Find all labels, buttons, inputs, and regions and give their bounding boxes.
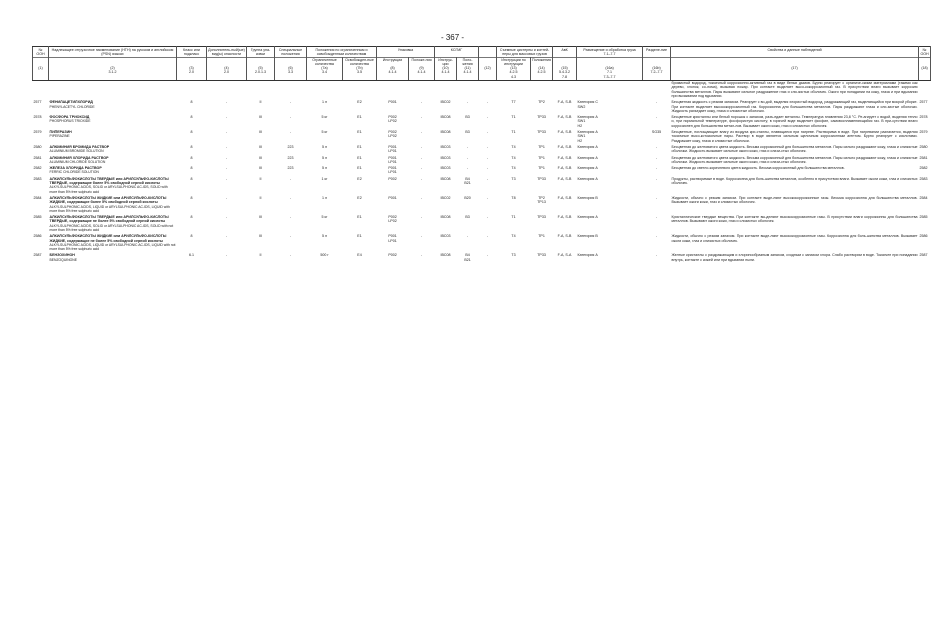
special-provisions-cell: - <box>289 176 292 181</box>
subsidiary-risk-cell: - <box>225 176 228 181</box>
name-russian: АЛЮМИНИЯ ХЛОРИДА РАСТВОР <box>49 155 109 160</box>
column-number: (17) <box>671 66 919 80</box>
header-tank-provisions: Положения <box>531 57 553 66</box>
properties-cell: Бесцветные кристаллы или белый порошок с запахом, разъ-едает металлы. Температура плавления 23,8 °C. Ре-агирует с водой, выделяя тепло и, при нормальной температуре, фосфористую кислоту; в горячей воде выделяет фосфин, самовоспламеняющийся газ. В при-сутствии влаги коррозионен для большинства метал-лов. Вызывает ожоги кожи, глаз и слизистых оболочек. <box>671 115 918 128</box>
properties-cell: Бесцветные, поглощающие влагу из воздуха кри-сталлы, плавящиеся при нагреве. Растворима в воде. При нагревании разлагается, выделяя токсичные высо-котоксичные пары. Раствор в воде является сильным щелочным коррозионным агентом. Бурно реагирует с кислотами. Раздражает кожу, глаза и слизистые оболочки. <box>671 130 918 143</box>
limited-quantity-cell: 5 л <box>321 144 328 149</box>
name-english: ALKYLSULPHONIC ACIDS, SOLID or ARYLSULPHONIC AC-IDS, SOLID with not more than 5% free sulphuric acid <box>49 223 174 232</box>
excepted-quantity-cell: E1 <box>357 155 362 160</box>
column-12-cell: - <box>486 115 489 120</box>
stowage-cell: Категория A <box>577 155 598 160</box>
limited-quantity-cell: 5 кг <box>321 115 328 120</box>
proper-shipping-name-cell <box>49 177 177 194</box>
table-row <box>33 196 931 213</box>
tank-instruction-cell: T4 <box>511 166 516 171</box>
ibc-provision-cell: B4 B21 <box>464 253 471 262</box>
properties-cell: Бесцветная до желтоватого цвета жидкость. Весьма коррозионный для большинства металлов. Пары сильно раздражают кожу, глаза и слизистые оболочки. Жидкость вызывает сильные ожоги кожи, глаз и слизи-стых оболочек. <box>671 155 918 164</box>
header-properties: Свойства и данные наблюдений <box>671 47 919 58</box>
name-russian: АЛЮМИНИЯ БРОМИДА РАСТВОР <box>49 144 110 149</box>
class-cell: 8 <box>190 130 193 135</box>
un-number-cell: 2578 <box>33 115 42 120</box>
packing-group-cell: III <box>259 215 262 220</box>
special-provisions-cell: - <box>289 215 292 220</box>
table-row <box>33 115 931 128</box>
ems-cell: F-A, S-B <box>557 144 572 149</box>
ibc-instruction-cell: IBC02 <box>440 100 451 105</box>
column-number: (12) <box>479 66 497 80</box>
stowage-cell: Категория A SW1 H2 <box>577 115 598 128</box>
proper-shipping-name-cell <box>49 166 177 175</box>
packing-group-cell: III <box>259 144 262 149</box>
un-number-right-cell: 2583 <box>919 176 928 181</box>
segregation-cell: - <box>655 100 658 105</box>
limited-quantity-cell: 5 л <box>321 155 328 160</box>
un-number-cell: 2584 <box>33 195 42 200</box>
ems-cell: F-A, S-B <box>557 130 572 135</box>
name-english: PIPERAZINE <box>49 134 70 139</box>
tank-provision-cell: TP2 <box>538 100 545 105</box>
header-packing-instructions: Инструкции <box>377 57 409 66</box>
column-number: (15) 5.4.3.2 7.8 <box>553 66 577 80</box>
ibc-provision-cell: B3 <box>465 115 470 120</box>
properties-cell: Желтые кристаллы с раздражающим и хлоринообразным запахом, сходным с запахом хлора. Слабо растворим в воде. Токсичен при попадании внутрь, контакте с кожей или при вдыхании пыли. <box>671 253 918 262</box>
packing-group-cell: II <box>259 176 262 181</box>
ems-cell: F-A, S-B <box>557 234 572 239</box>
subsidiary-risk-cell: - <box>225 195 228 200</box>
name-english: BENZOQUINONE <box>49 257 78 262</box>
ibc-provision-cell: B3 <box>465 215 470 220</box>
subsidiary-risk-cell: - <box>225 253 228 258</box>
packing-instruction-cell: P001 LP01 <box>388 155 397 164</box>
packing-provision-cell: - <box>420 100 423 105</box>
segregation-cell: - <box>655 176 658 181</box>
class-cell: 8 <box>190 155 193 160</box>
un-number-right-cell: 2578 <box>919 115 928 120</box>
properties-cell: Жидкости, обычно с резким запахом. При контакте выде-ляют высококоррозионные газы. Коррозионна для боль-шинства металлов. Вызывает ожоги кожи, глаз и слизистых оболочек. <box>671 234 918 243</box>
packing-provision-cell: - <box>420 176 423 181</box>
ibc-instruction-cell: IBC08 <box>440 215 451 220</box>
segregation-cell: - <box>655 144 658 149</box>
header-ibc-instructions: Инструк-ции <box>435 57 457 66</box>
packing-provision-cell: - <box>420 234 423 239</box>
column-number: (13) 4.2.5 4.3 <box>497 66 531 80</box>
column-12-cell: - <box>486 195 489 200</box>
packing-group-cell: II <box>259 195 262 200</box>
subsidiary-risk-cell: - <box>225 115 228 120</box>
ibc-instruction-cell: IBC03 <box>440 144 451 149</box>
column-number: (1) <box>33 66 49 80</box>
class-cell: 8 <box>190 176 193 181</box>
name-russian: ФОСФОРА ТРИОКСИД <box>49 115 90 120</box>
packing-provision-cell: - <box>420 130 423 135</box>
subsidiary-risk-cell: - <box>225 130 228 135</box>
tank-provision-cell: TP1 <box>538 144 545 149</box>
ibc-provision-cell: - <box>466 234 469 239</box>
un-number-right-cell: 2584 <box>919 195 928 200</box>
excepted-quantity-cell: E1 <box>357 115 362 120</box>
subsidiary-risk-cell: - <box>225 155 228 160</box>
packing-instruction-cell: P001 LP01 <box>388 144 397 154</box>
stowage-cell: Категория B <box>577 195 598 200</box>
table-row <box>33 234 931 251</box>
segregation-cell: - <box>655 234 658 239</box>
un-number-right-cell: 2586 <box>919 234 928 239</box>
segregation-cell: SG35 <box>651 130 662 135</box>
header-name: Надлежащее отгрузочное наименование (НТН) на русском и английском (PSN) языках <box>49 47 177 58</box>
table-row <box>33 156 931 165</box>
name-english: ALKYLSULPHONIC ACIDS, LIQUID or ARYLSULPHONIC AC-IDS, LIQUID with not more than 5% free sulphuric acid <box>49 242 176 252</box>
name-russian: АЛКИЛСУЛЬФОКИСЛОТЫ ЖИДКИЕ или АРИЛСУЛЬФО-КИСЛОТЫ ЖИДКИЕ, содержащие более 5% свободной серной кислоты <box>49 195 167 205</box>
tank-provision-cell: TP33 <box>537 215 546 220</box>
packing-group-cell: III <box>259 166 262 171</box>
limited-quantity-cell: 5 л <box>321 166 328 171</box>
table-row <box>33 253 931 262</box>
packing-group-cell: II <box>259 253 262 258</box>
tank-provision-cell: TP1 <box>538 234 545 239</box>
limited-quantity-cell: 5 кг <box>321 130 328 135</box>
special-provisions-cell: - <box>289 115 292 120</box>
ibc-instruction-cell: IBC08 <box>440 115 451 120</box>
dangerous-goods-list-table <box>32 46 929 606</box>
stowage-cell: Категория A <box>577 166 598 171</box>
ibc-provision-cell: B4 B21 <box>464 176 471 186</box>
special-provisions-cell: 223 <box>287 166 294 171</box>
packing-instruction-cell: P002 <box>388 176 397 181</box>
limited-quantity-cell: 5 кг <box>321 215 328 220</box>
packing-group-cell: II <box>259 100 262 105</box>
un-number-cell: 2582 <box>33 166 42 171</box>
properties-cell: Бесцветная до желтоватого цвета жидкость. Весьма коррозионный для большинства металлов. Пары сильно раздражают кожу, глаза и слизистые оболочки. Жидкость вызывает сильные ожоги кожи, глаз и слизи-стых оболочек. <box>671 144 918 154</box>
ibc-provision-cell: - <box>466 100 469 105</box>
packing-instruction-cell: P001 LP01 <box>388 234 397 243</box>
column-number: (7a) 3.4 <box>307 66 343 80</box>
packing-provision-cell: - <box>420 166 423 171</box>
ems-cell: F-A, S-B <box>557 195 572 200</box>
packing-provision-cell: - <box>420 115 423 120</box>
stowage-cell: Категория C SW2 <box>577 100 598 109</box>
table-row <box>33 100 931 113</box>
segregation-cell: - <box>655 253 658 258</box>
name-russian: ФЕНИЛАЦЕТИЛХЛОРИД <box>49 100 93 105</box>
ibc-instruction-cell: IBC03 <box>440 234 451 239</box>
stowage-cell: Категория B <box>577 234 598 239</box>
packing-group-cell: III <box>259 155 262 160</box>
packing-group-cell: III <box>259 115 262 120</box>
table-row <box>33 215 931 232</box>
column-12-cell: - <box>486 155 489 160</box>
properties-cell: Бесцветная жидкость с резким запахом. Реагирует с во-дой, выделяя хлористый водород, раздражающий газ, выделяющийся при мокрой уборке. При контакте выделяет высококоррозионный газ. Коррозионна для большинства металлов. Пары раздражают глаза и сли-зистые оболочки. Жидкость разъедает кожу, глаза и слизистые оболочки. <box>671 100 918 113</box>
table-row <box>33 177 931 194</box>
class-cell: 8 <box>190 215 193 220</box>
name-russian: ЖЕЛЕЗА ХЛОРИДА РАСТВОР <box>49 166 102 171</box>
header-packing-group-title: Упаковка <box>377 47 435 58</box>
subsidiary-risk-cell: - <box>225 144 228 149</box>
ibc-provision-cell: - <box>466 166 469 171</box>
properties-cell: Жидкости, обычно с резким запахом. При контакте выде-ляют высококоррозионные газы. Весьма коррозионна для большинства металлов. Вызывает ожоги кожи, глаз и слизистых оболочек. <box>671 195 918 205</box>
header-class: Класс или подкласс <box>177 47 207 58</box>
tank-instruction-cell: T4 <box>511 155 516 160</box>
tank-instruction-cell: T1 <box>511 130 516 135</box>
packing-instruction-cell: P001 <box>388 195 397 200</box>
un-number-cell: 2580 <box>33 144 42 149</box>
ibc-provision-cell: B20 <box>464 195 471 200</box>
tank-provision-cell: TP33 <box>537 176 546 181</box>
subsidiary-risk-cell: - <box>225 166 228 171</box>
ems-cell: F-A, S-B <box>557 215 572 220</box>
ibc-provision-cell: - <box>466 155 469 160</box>
ems-cell: F-A, S-B <box>557 176 572 181</box>
packing-instruction-cell: P002 LP02 <box>388 130 397 139</box>
column-number: (16b) 7.2–7.7 <box>643 66 671 80</box>
header-packing-group: Группа упа-ковки <box>247 47 275 58</box>
packing-provision-cell: - <box>420 195 423 200</box>
table-row <box>33 145 931 154</box>
column-12-cell: - <box>486 100 489 105</box>
tank-instruction-cell: T1 <box>511 115 516 120</box>
limited-quantity-cell: 1 л <box>321 100 328 105</box>
tank-instruction-cell: T4 <box>511 234 516 239</box>
header-segregation: Разделе-ние <box>643 47 671 58</box>
un-number-right-cell: 2582 <box>919 166 928 171</box>
header-subsidiary-risk: Дополнитель-ный(ые) вид(ы) опасности <box>208 48 245 57</box>
un-number-right-cell: 2580 <box>919 144 928 149</box>
name-russian: АЛКИЛСУЛЬФОКИСЛОТЫ ТВЕРДЫЕ или АРИЛСУЛЬФО-КИСЛОТЫ ТВЕРДЫЕ, содержащие не более 5% свободной серной кислоты <box>49 215 169 224</box>
un-number-right-cell: 2585 <box>919 215 928 220</box>
special-provisions-cell: 223 <box>287 155 294 160</box>
special-provisions-cell: - <box>289 100 292 105</box>
excepted-quantity-cell: E2 <box>357 195 362 200</box>
class-cell: 8 <box>190 100 193 105</box>
properties-cell: Бесцветная до светло-коричневого цвета жидкость. Весьма коррозионный для большинства металлов. <box>671 166 845 171</box>
proper-shipping-name-cell <box>49 145 177 154</box>
header-special-provisions: Специальные положения <box>275 47 307 58</box>
tank-provision-cell: TP2 TP13 <box>537 195 546 205</box>
proper-shipping-name-cell <box>49 215 177 232</box>
properties-cell: Продукты, растворимые в воде. Коррозионна для боль-шинства металлов, особенно в присутствии влаги. Вызывает ожоги кожи, глаз и слизистых оболочек. <box>671 176 918 186</box>
subsidiary-risk-cell: - <box>225 100 228 105</box>
stowage-cell: Категория A <box>577 176 598 181</box>
properties-cell: Кристаллические твердые вещества. При контакте вы-деляют высококоррозионные газы. В присутствии влаги коррозионны для большинства металлов. Вызывают ожоги кожи, глаз и слизистых оболочек. <box>671 215 918 224</box>
stowage-cell: Категория A <box>577 144 598 149</box>
ems-cell: F-A, S-B <box>557 100 572 105</box>
name-english: PHOSPHORUS TRIOXIDE <box>49 119 91 124</box>
column-number: (5) 2.0.1.3 <box>247 66 275 80</box>
class-cell: 8 <box>190 234 193 239</box>
segregation-cell: - <box>655 195 658 200</box>
ibc-instruction-cell: IBC03 <box>440 155 451 160</box>
name-russian: АЛКИЛСУЛЬФОКИСЛОТЫ ЖИДКИЕ или АРИЛСУЛЬФО-КИСЛОТЫ ЖИДКИЕ, содержащие не более 5% свободной серной кислоты <box>49 234 167 243</box>
header-packing-provisions: Положе-ния <box>409 57 435 66</box>
ems-cell: F-A, S-B <box>557 155 572 160</box>
tank-provision-cell: TP33 <box>537 115 546 120</box>
class-cell: 8 <box>190 166 193 171</box>
column-number: (16a) 7.1 7.3–7.7 <box>577 66 643 80</box>
column-number: (2) 3.1.2 <box>49 66 177 80</box>
proper-shipping-name-cell <box>49 100 177 113</box>
ibc-instruction-cell: IBC08 <box>440 176 451 181</box>
tank-provision-cell: TP1 <box>538 166 545 171</box>
un-number-cell: 2585 <box>33 215 42 220</box>
excepted-quantity-cell: E4 <box>357 253 362 258</box>
tank-instruction-cell: T1 <box>511 215 516 220</box>
column-number: (4) 2.0 <box>207 66 247 80</box>
excepted-quantity-cell: E1 <box>357 215 362 220</box>
name-english: PHENYLACETYL CHLORIDE <box>49 104 95 109</box>
proper-shipping-name-cell <box>49 115 177 128</box>
name-english: ALUMINIUM BROMIDE SOLUTION <box>49 149 104 154</box>
packing-provision-cell: - <box>420 144 423 149</box>
header-excepted-quantities: Освобожден-ные количества <box>343 57 377 66</box>
tank-provision-cell: TP33 <box>537 130 546 135</box>
tank-instruction-cell: T3 <box>511 176 516 181</box>
ibc-provision-cell: - <box>466 144 469 149</box>
column-12-cell: - <box>486 144 489 149</box>
class-cell: 8 <box>190 115 193 120</box>
ibc-instruction-cell: IBC08 <box>440 130 451 135</box>
header-limited-quantities: Ограниченные количества <box>307 57 343 66</box>
special-provisions-cell: - <box>289 234 292 239</box>
column-number: (3) 2.0 <box>177 66 207 80</box>
proper-shipping-name-cell <box>49 196 177 213</box>
un-number-cell: 2579 <box>33 130 42 135</box>
packing-instruction-cell: P001 LP01 <box>388 166 397 175</box>
page-number: - 367 - <box>440 33 465 42</box>
special-provisions-cell: 223 <box>287 144 294 149</box>
name-english: ALUMINIUM CHLORIDE SOLUTION <box>49 159 106 164</box>
special-provisions-cell: - <box>289 195 292 200</box>
subsidiary-risk-cell: - <box>225 234 228 239</box>
packing-provision-cell: - <box>420 155 423 160</box>
header-ibc-provisions: Поло-жения <box>457 57 479 66</box>
segregation-cell: - <box>655 155 658 160</box>
special-provisions-cell: - <box>289 253 292 258</box>
header-tank-instructions: Инструкции по инструкции <box>497 57 531 66</box>
class-cell: 6.1 <box>189 253 194 258</box>
column-number: (11) 4.1.4 <box>457 66 479 80</box>
excepted-quantity-cell: E1 <box>357 144 362 149</box>
tank-instruction-cell: T8 <box>511 195 516 200</box>
un-number-cell: 2581 <box>33 155 42 160</box>
un-number-cell: 2587 <box>33 253 42 258</box>
ibc-provision-cell: B3 <box>465 130 470 135</box>
un-number-cell: 2577 <box>33 100 42 105</box>
ibc-instruction-cell: IBC02 <box>440 195 451 200</box>
column-12-cell: - <box>486 166 489 171</box>
packing-instruction-cell: P002 LP02 <box>388 115 397 124</box>
table-row <box>33 166 931 175</box>
tank-instruction-cell: T4 <box>511 144 516 149</box>
header-un-number-right: № ООН <box>920 48 929 57</box>
column-number: (10) 4.1.4 <box>435 66 457 80</box>
proper-shipping-name-cell <box>49 234 177 251</box>
excepted-quantity-cell: E2 <box>357 100 362 105</box>
class-cell: 8 <box>190 195 193 200</box>
header-un-number: № ООН <box>33 47 49 58</box>
column-12-cell: - <box>486 176 489 181</box>
limited-quantity-cell: 1 л <box>321 195 328 200</box>
packing-group-cell: III <box>259 130 262 135</box>
packing-instruction-cell: P001 <box>388 100 397 105</box>
name-russian: ПИПЕРАЗИН <box>49 130 72 135</box>
name-english: ALKYLSULPHONIC ACIDS, LIQUID or ARYLSULPHONIC AC-IDS, LIQUID with more than 5% free sulphuric acid <box>49 204 170 213</box>
packing-instruction-cell: P002 <box>388 253 397 258</box>
ems-cell: F-A, S-B <box>557 166 572 171</box>
header-stowage: Размещение и обработка груза 7.1–7.7 <box>577 47 643 58</box>
limited-quantity-cell: 500 г <box>320 253 329 258</box>
limited-quantity-cell: 5 л <box>321 234 328 239</box>
column-number: (8) 4.1.4 <box>377 66 409 80</box>
segregation-cell: - <box>655 115 658 120</box>
excepted-quantity-cell: E1 <box>357 234 362 239</box>
un-number-right-cell: 2587 <box>919 253 928 258</box>
header-limited-excepted-group: Положения по ограниченным и освобожденным количествам <box>307 47 377 58</box>
name-russian: АЛКИЛСУЛЬФОКИСЛОТЫ ТВЕРДЫЕ или АРИЛСУЛЬФО-КИСЛОТЫ ТВЕРДЫЕ, содержащие более 5% свободной серной кислоты <box>49 176 169 186</box>
special-provisions-cell: - <box>289 130 292 135</box>
packing-provision-cell: - <box>420 215 423 220</box>
column-number: (18) <box>919 66 931 80</box>
excepted-quantity-cell: E1 <box>357 130 362 135</box>
segregation-cell: - <box>655 215 658 220</box>
name-russian: БЕНЗОХИНОН <box>49 253 75 258</box>
limited-quantity-cell: 1 кг <box>321 176 328 181</box>
un-number-cell: 2583 <box>33 176 42 181</box>
column-number: (14) 4.2.5 <box>531 66 553 80</box>
tank-instruction-cell: T7 <box>511 100 516 105</box>
ems-cell: F-A, S-B <box>557 115 572 120</box>
proper-shipping-name-cell <box>49 130 177 143</box>
un-number-right-cell: 2581 <box>919 155 928 160</box>
header-ibc-group-title: КСГМГ <box>435 47 479 58</box>
proper-shipping-name-cell <box>49 156 177 165</box>
class-cell: 8 <box>190 144 193 149</box>
packing-group-cell: III <box>259 234 262 239</box>
stowage-cell: Категория A <box>577 253 598 258</box>
stowage-cell: Категория A SW1 H2 <box>577 130 598 143</box>
excepted-quantity-cell: E2 <box>357 176 362 181</box>
name-english: FERRIC CHLORIDE SOLUTION <box>49 170 99 175</box>
un-number-right-cell: 2579 <box>919 130 928 135</box>
packing-instruction-cell: P002 LP02 <box>388 215 397 224</box>
name-english: ALKYLSULPHONIC ACIDS, SOLID or ARYLSULPHONIC AC-IDS, SOLID with more than 5% free sulphuric acid <box>49 185 168 194</box>
column-12-cell: - <box>486 234 489 239</box>
header-tank-group-title: Съемные цистерны и контей-неры для массовых грузов <box>497 47 553 58</box>
un-number-right-cell: 2577 <box>919 100 928 105</box>
segregation-cell: - <box>655 166 658 171</box>
tank-instruction-cell: T3 <box>511 253 516 258</box>
header-ems: АвК <box>553 47 577 58</box>
tank-provision-cell: TP1 <box>538 155 545 160</box>
continuation-properties-text: бромистый водород, токсичный коррозионно-активный газ в виде белых дымов. Бурно реагирует с органиче-скими материалами (такими как дерево, хлопок, со-лома), вызывая пожар. При контакте выделяет высо-кокоррозионный газ. В присутствии влаги вызывает коррозию большинства металлов. Пары вызывают сильное раздражение глаз и сли-зистых оболочек. Ожоги при попадании на кожу, глаза и при вдыхании при вызывании под вдыхании. <box>671 81 918 98</box>
ems-cell: F-A, S-A <box>557 253 572 258</box>
tank-provision-cell: TP33 <box>537 253 546 258</box>
column-number: (7b) 3.5 <box>343 66 377 80</box>
table-row <box>33 130 931 143</box>
ibc-instruction-cell: IBC03 <box>440 166 451 171</box>
column-number: (9) 4.1.4 <box>409 66 435 80</box>
packing-provision-cell: - <box>420 253 423 258</box>
un-number-cell: 2586 <box>33 234 42 239</box>
stowage-cell: Категория A <box>577 215 598 220</box>
column-12-cell: - <box>486 130 489 135</box>
column-number: (6) 3.3 <box>275 66 307 80</box>
column-12-cell: - <box>486 215 489 220</box>
proper-shipping-name-cell <box>49 253 177 262</box>
subsidiary-risk-cell: - <box>225 215 228 220</box>
column-12-cell: - <box>486 253 489 258</box>
excepted-quantity-cell: E1 <box>357 166 362 171</box>
ibc-instruction-cell: IBC08 <box>440 253 451 258</box>
